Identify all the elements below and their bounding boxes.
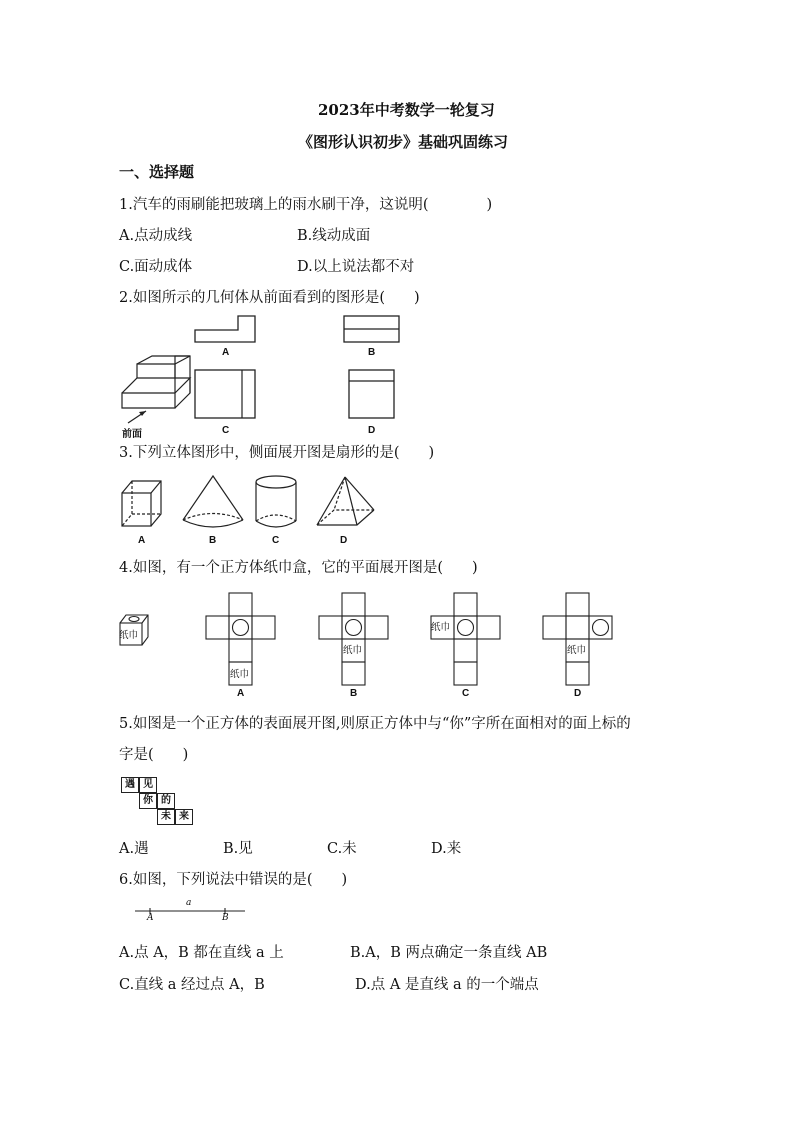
q5-cell-4: 的 — [157, 793, 175, 809]
q5-cell-3: 你 — [139, 793, 157, 809]
q3-label-c: C — [272, 535, 280, 546]
q6-stem: 6.如图，下列说法中错误的是( ) — [119, 872, 348, 888]
q1-option-c: C.面动成体 — [119, 259, 193, 275]
q4-label-c: C — [462, 688, 470, 699]
q5-stem-line2: 字是( ) — [119, 747, 189, 763]
q4-label-b: B — [350, 688, 358, 699]
q6-option-d: D.点 A 是直线 a 的一个端点 — [355, 977, 539, 993]
q2-label-d: D — [368, 425, 376, 436]
q4-box-text: 纸巾 — [119, 630, 139, 641]
q3-label-d: D — [340, 535, 348, 546]
q5-option-b: B.见 — [223, 841, 253, 857]
q4-net-d-text: 纸巾 — [567, 645, 587, 656]
q2-stem: 2.如图所示的几何体从前面看到的图形是( ) — [119, 290, 420, 306]
q2-label-c: C — [222, 425, 230, 436]
page-title: 2023年中考数学一轮复习 — [318, 101, 495, 119]
page-subtitle: 《图形认识初步》基础巩固练习 — [298, 133, 509, 151]
q6-option-c: C.直线 a 经过点 A，B — [119, 977, 265, 993]
q6-point-b: B — [222, 913, 229, 923]
q6-option-a: A.点 A，B 都在直线 a 上 — [119, 945, 284, 961]
section-heading: 一、选择题 — [119, 163, 195, 181]
q5-option-d: D.来 — [431, 841, 462, 857]
q2-label-b: B — [368, 347, 376, 358]
q2-front-label: 前面 — [122, 429, 142, 440]
q5-cell-6: 来 — [175, 809, 193, 825]
q2-label-a: A — [222, 347, 230, 358]
q4-stem: 4.如图，有一个正方体纸巾盒，它的平面展开图是( ) — [119, 560, 478, 576]
q4-label-a: A — [237, 688, 245, 699]
q5-option-c: C.未 — [327, 841, 357, 857]
q3-label-a: A — [138, 535, 146, 546]
q5-cell-2: 见 — [139, 777, 157, 793]
q5-stem-line1: 5.如图是一个正方体的表面展开图,则原正方体中与“你”字所在面相对的面上标的 — [119, 716, 631, 732]
q4-label-d: D — [574, 688, 582, 699]
q3-stem: 3.下列立体图形中，侧面展开图是扇形的是( ) — [119, 445, 435, 461]
q5-cell-5: 未 — [157, 809, 175, 825]
q4-net-b-text: 纸巾 — [343, 645, 363, 656]
q1-option-d: D.以上说法都不对 — [297, 259, 415, 275]
q1-option-b: B.线动成面 — [297, 228, 371, 244]
q5-cell-1: 遇 — [121, 777, 139, 793]
q4-net-c-text: 纸巾 — [431, 622, 451, 633]
q1-stem: 1.汽车的雨刷能把玻璃上的雨水刷干净，这说明( ) — [119, 197, 493, 213]
q6-point-a: A — [147, 913, 154, 923]
q3-label-b: B — [209, 535, 217, 546]
q5-option-a: A.遇 — [119, 841, 149, 857]
q4-net-a-text: 纸巾 — [230, 669, 250, 680]
q6-line-label: a — [186, 898, 192, 908]
q6-option-b: B.A，B 两点确定一条直线 AB — [350, 945, 548, 961]
q1-option-a: A.点动成线 — [119, 228, 193, 244]
